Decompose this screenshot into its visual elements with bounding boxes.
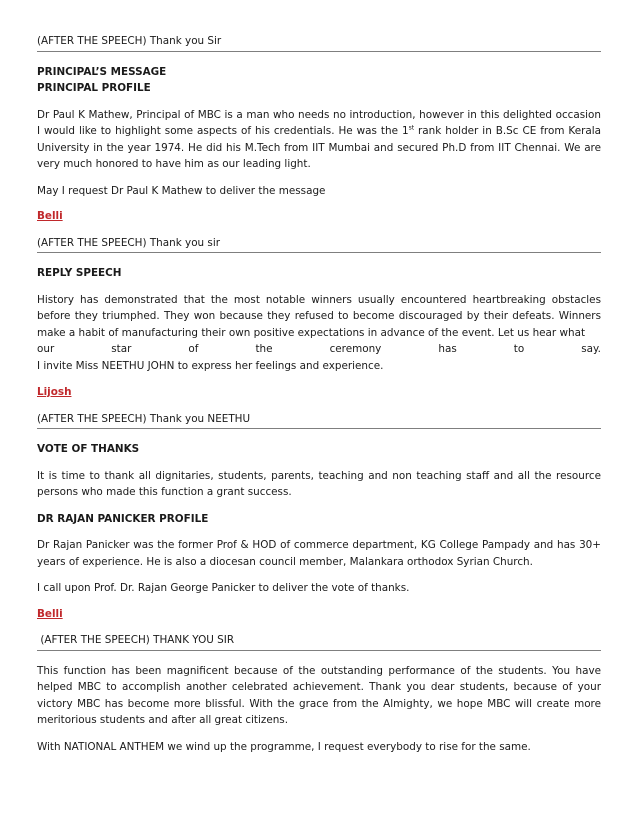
reply-speech-heading: REPLY SPEECH [37, 267, 122, 279]
vote-of-thanks-heading: VOTE OF THANKS [37, 443, 140, 455]
superscript-st: st [408, 124, 415, 132]
after-speech-line-3: (AFTER THE SPEECH) Thank you NEETHU [37, 411, 601, 430]
closing-anthem: With NATIONAL ANTHEM we wind up the programme, I request everybody to rise for the same. [37, 740, 531, 753]
vote-of-thanks-paragraph: It is time to thank all dignitaries, students, parents, teaching and non teaching staff and all the resource persons who made this function a grant success. [37, 469, 601, 498]
closing-paragraph: This function has been magnificent because of the outstanding performance of the students. You have helped MBC to accomplish another celebrated achievement. Thank you dear students, because of your victory MBC has become more blissful. With the grace from the Almighty, we hope MBC will create more meritorious students and after all great citizens. [37, 664, 601, 726]
principal-profile-paragraph [37, 107, 601, 173]
after-speech-line-1: (AFTER THE SPEECH) Thank you Sir [37, 33, 601, 52]
principal-message-heading: PRINCIPAL’S MESSAGE [37, 65, 167, 78]
principal-headings [37, 64, 601, 97]
principal-profile-text-a: Dr Paul K Mathew, Principal of MBC is a man who needs no introduction, however in this delighted occasion I would like to highlight some aspects of his credentials. He was the 1 [37, 108, 601, 137]
principal-profile-text-b: rank holder in B.Sc CE from Kerala University in the year 1974. He did his M.Tech from IIT Mumbai and secured Ph.D from IIT Chennai. We are very much honored to have him as our leading light. [37, 125, 602, 170]
document-page [37, 33, 601, 764]
after-speech-line-4: (AFTER THE SPEECH) THANK YOU SIR [37, 632, 601, 651]
principal-request: May I request Dr Paul K Mathew to deliver the message [37, 184, 326, 197]
reply-speech-invite: I invite Miss NEETHU JOHN to express her feelings and experience. [37, 359, 384, 372]
speaker-name-1: Belli [37, 210, 63, 222]
speaker-name-2: Lijosh [37, 386, 72, 398]
speaker-name-3: Belli [37, 607, 63, 620]
reply-speech-last-line: our star of the ceremony has to say. [37, 343, 601, 355]
reply-speech-paragraph [37, 292, 601, 375]
after-speech-line-2: (AFTER THE SPEECH) Thank you sir [37, 235, 601, 254]
rajan-call: I call upon Prof. Dr. Rajan George Panicker to deliver the vote of thanks. [37, 582, 410, 594]
reply-speech-body: History has demonstrated that the most notable winners usually encountered heartbreaking obstacles before they triumphed. They won because they refused to become discouraged by their defeats. Winners make a habit of manufacturing their own positive expectations in advance of the event. Let us hear what [37, 293, 601, 339]
principal-profile-heading: PRINCIPAL PROFILE [37, 82, 151, 94]
rajan-profile-heading: DR RAJAN PANICKER PROFILE [37, 512, 209, 525]
rajan-profile-paragraph: Dr Rajan Panicker was the former Prof & HOD of commerce department, KG College Pampady and has 30+ years of experience. He is also a diocesan council member, Malankara orthodox Syrian Church. [37, 539, 601, 568]
